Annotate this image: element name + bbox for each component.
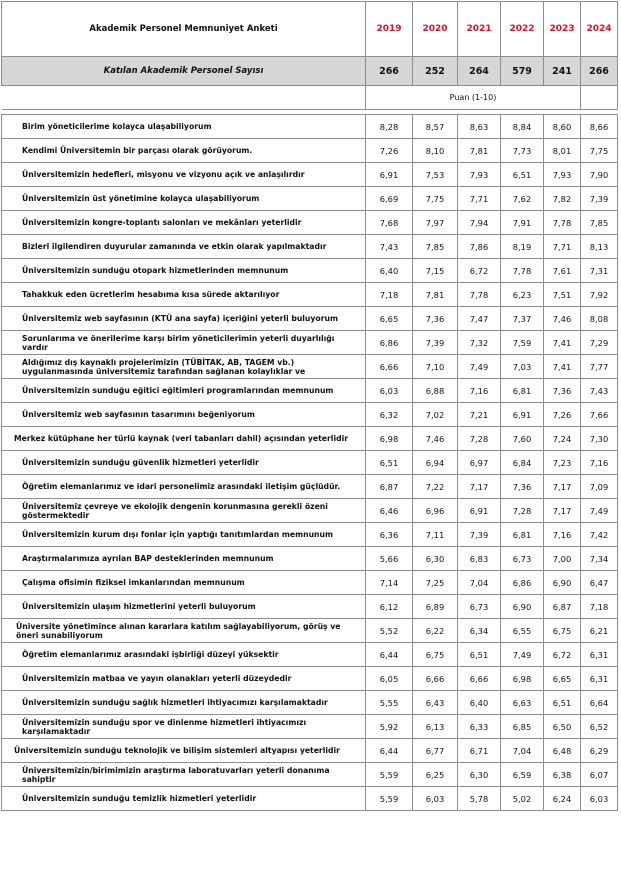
question-text: Üniversitemizin hedefleri, misyonu ve vizyonu açık ve anlaşılırdır	[2, 163, 366, 187]
score-cell: 7,02	[413, 403, 458, 427]
score-cell: 7,36	[413, 307, 458, 331]
participant-count: 241	[544, 57, 581, 86]
score-cell: 8,60	[544, 115, 581, 139]
question-text: Araştırmalarımıza ayrılan BAP desteklerinden memnunum	[2, 547, 366, 571]
score-cell: 6,66	[366, 355, 413, 379]
question-text: Üniversitemiz web sayfasının (KTÜ ana sayfa) içeriğini yeterli buluyorum	[2, 307, 366, 331]
table-row	[2, 163, 618, 187]
year-header: 2024	[581, 2, 618, 57]
score-cell: 7,49	[501, 643, 544, 667]
score-cell: 7,42	[581, 523, 618, 547]
score-cell: 6,36	[366, 523, 413, 547]
question-text: Üniversitemizin kongre-toplantı salonları ve mekânları yeterlidir	[2, 211, 366, 235]
question-text: Üniversitemiz çevreye ve ekolojik dengenin korunmasına gerekli özeni göstermektedir	[2, 499, 366, 523]
score-cell: 5,52	[366, 619, 413, 643]
table-row	[2, 139, 618, 163]
table-row	[2, 355, 618, 379]
participant-count: 264	[458, 57, 501, 86]
survey-table-body	[2, 2, 618, 811]
score-cell: 7,16	[544, 523, 581, 547]
score-cell: 6,22	[413, 619, 458, 643]
score-cell: 7,51	[544, 283, 581, 307]
score-cell: 6,87	[544, 595, 581, 619]
table-row	[2, 211, 618, 235]
score-cell: 7,91	[501, 211, 544, 235]
score-cell: 5,78	[458, 787, 501, 811]
score-cell: 7,66	[581, 403, 618, 427]
score-cell: 8,13	[581, 235, 618, 259]
score-cell: 6,23	[501, 283, 544, 307]
score-cell: 6,52	[581, 715, 618, 739]
score-cell: 6,91	[501, 403, 544, 427]
score-cell: 7,93	[458, 163, 501, 187]
score-cell: 7,75	[413, 187, 458, 211]
score-cell: 6,75	[413, 643, 458, 667]
score-cell: 7,41	[544, 355, 581, 379]
score-cell: 6,63	[501, 691, 544, 715]
score-scale-label: Puan (1-10)	[366, 86, 581, 110]
score-cell: 7,04	[458, 571, 501, 595]
score-cell: 7,90	[581, 163, 618, 187]
score-cell: 7,04	[501, 739, 544, 763]
score-cell: 7,59	[501, 331, 544, 355]
score-cell: 7,36	[501, 475, 544, 499]
score-cell: 8,57	[413, 115, 458, 139]
score-cell: 7,03	[501, 355, 544, 379]
score-cell: 6,90	[544, 571, 581, 595]
question-text: Üniversitemizin sunduğu sağlık hizmetleri ihtiyacımızı karşılamaktadır	[2, 691, 366, 715]
score-cell: 7,25	[413, 571, 458, 595]
score-cell: 6,51	[501, 163, 544, 187]
table-row	[2, 787, 618, 811]
score-cell: 6,86	[366, 331, 413, 355]
question-text: Üniversitemiz web sayfasının tasarımını beğeniyorum	[2, 403, 366, 427]
score-cell: 7,16	[581, 451, 618, 475]
score-cell: 7,18	[366, 283, 413, 307]
score-cell: 7,22	[413, 475, 458, 499]
score-cell: 7,94	[458, 211, 501, 235]
score-cell: 7,18	[581, 595, 618, 619]
score-cell: 7,26	[544, 403, 581, 427]
score-cell: 7,97	[413, 211, 458, 235]
score-cell: 6,73	[458, 595, 501, 619]
table-row	[2, 379, 618, 403]
score-cell: 7,62	[501, 187, 544, 211]
score-cell: 7,86	[458, 235, 501, 259]
score-cell: 7,77	[581, 355, 618, 379]
score-cell: 6,44	[366, 643, 413, 667]
score-cell: 6,12	[366, 595, 413, 619]
score-cell: 6,44	[366, 739, 413, 763]
question-text: Üniversitemizin sunduğu spor ve dinlenme hizmetleri ihtiyacımızı karşılamaktadır	[2, 715, 366, 739]
score-cell: 7,00	[544, 547, 581, 571]
score-cell: 7,21	[458, 403, 501, 427]
question-text: Kendimi Üniversitemin bir parçası olarak görüyorum.	[2, 139, 366, 163]
score-cell: 6,72	[458, 259, 501, 283]
score-cell: 6,47	[581, 571, 618, 595]
score-cell: 6,87	[366, 475, 413, 499]
score-cell: 6,31	[581, 643, 618, 667]
table-row	[2, 739, 618, 763]
score-cell: 6,75	[544, 619, 581, 643]
score-cell: 7,49	[458, 355, 501, 379]
question-text: Üniversitemizin sunduğu eğitici eğitimleri programlarından memnunum	[2, 379, 366, 403]
question-text: Çalışma ofisimin fiziksel imkanlarından memnunum	[2, 571, 366, 595]
score-cell: 7,46	[544, 307, 581, 331]
score-cell: 8,63	[458, 115, 501, 139]
score-cell: 6,84	[501, 451, 544, 475]
score-cell: 7,49	[581, 499, 618, 523]
score-cell: 7,17	[544, 475, 581, 499]
score-label-row	[2, 86, 618, 110]
score-cell: 7,11	[413, 523, 458, 547]
score-cell: 6,66	[458, 667, 501, 691]
score-cell: 7,39	[413, 331, 458, 355]
score-cell: 7,92	[581, 283, 618, 307]
score-cell: 8,84	[501, 115, 544, 139]
score-cell: 6,89	[413, 595, 458, 619]
score-cell: 7,37	[501, 307, 544, 331]
table-row	[2, 763, 618, 787]
question-text: Üniversitemizin kurum dışı fonlar için yaptığı tanıtımlardan memnunum	[2, 523, 366, 547]
table-row	[2, 403, 618, 427]
participant-count: 266	[581, 57, 618, 86]
score-cell: 6,98	[501, 667, 544, 691]
score-cell: 7,34	[581, 547, 618, 571]
score-cell: 6,05	[366, 667, 413, 691]
question-text: Üniversitemizin sunduğu güvenlik hizmetleri yeterlidir	[2, 451, 366, 475]
score-cell: 6,32	[366, 403, 413, 427]
participant-count: 252	[413, 57, 458, 86]
score-cell: 6,69	[366, 187, 413, 211]
score-cell: 7,32	[458, 331, 501, 355]
score-cell: 7,75	[581, 139, 618, 163]
score-cell: 6,03	[581, 787, 618, 811]
score-cell: 7,39	[581, 187, 618, 211]
score-cell: 7,41	[544, 331, 581, 355]
score-cell: 7,46	[413, 427, 458, 451]
score-cell: 7,60	[501, 427, 544, 451]
score-cell: 6,64	[581, 691, 618, 715]
score-cell: 7,29	[581, 331, 618, 355]
survey-title: Akademik Personel Memnuniyet Anketi	[2, 2, 366, 57]
score-cell: 5,59	[366, 763, 413, 787]
question-text: Sorunlarıma ve önerilerime karşı birim yöneticilerimin yeterli duyarlılığı vardır	[2, 331, 366, 355]
score-cell: 6,66	[413, 667, 458, 691]
score-cell: 6,07	[581, 763, 618, 787]
score-cell: 7,17	[544, 499, 581, 523]
score-cell: 8,10	[413, 139, 458, 163]
score-cell: 7,68	[366, 211, 413, 235]
score-cell: 7,85	[581, 211, 618, 235]
score-cell: 6,46	[366, 499, 413, 523]
score-cell: 6,31	[581, 667, 618, 691]
score-cell: 6,97	[458, 451, 501, 475]
score-cell: 6,71	[458, 739, 501, 763]
score-cell: 6,38	[544, 763, 581, 787]
score-cell: 5,59	[366, 787, 413, 811]
participants-row	[2, 57, 618, 86]
score-cell: 6,03	[413, 787, 458, 811]
score-cell: 6,50	[544, 715, 581, 739]
table-row	[2, 451, 618, 475]
score-cell: 7,93	[544, 163, 581, 187]
score-cell: 6,21	[581, 619, 618, 643]
score-cell: 6,25	[413, 763, 458, 787]
score-cell: 7,73	[501, 139, 544, 163]
year-header: 2019	[366, 2, 413, 57]
score-cell: 6,73	[501, 547, 544, 571]
score-cell: 6,33	[458, 715, 501, 739]
score-cell: 6,30	[458, 763, 501, 787]
score-cell: 7,28	[501, 499, 544, 523]
table-row	[2, 307, 618, 331]
score-cell: 7,81	[413, 283, 458, 307]
question-text: Üniversitemizin sunduğu otopark hizmetlerinden memnunum	[2, 259, 366, 283]
score-cell: 6,77	[413, 739, 458, 763]
question-text: Üniversitemizin ulaşım hizmetlerini yeterli buluyorum	[2, 595, 366, 619]
score-cell: 8,19	[501, 235, 544, 259]
score-cell: 6,72	[544, 643, 581, 667]
question-text: Üniversite yönetimince alınan kararlara katılım sağlayabiliyorum, görüş ve öneri sunabiliyorum	[2, 619, 366, 643]
score-cell: 6,98	[366, 427, 413, 451]
score-cell: 6,30	[413, 547, 458, 571]
score-cell: 7,71	[458, 187, 501, 211]
year-header: 2023	[544, 2, 581, 57]
table-row	[2, 235, 618, 259]
score-cell: 7,36	[544, 379, 581, 403]
score-cell: 6,51	[544, 691, 581, 715]
score-cell: 7,85	[413, 235, 458, 259]
score-cell: 5,66	[366, 547, 413, 571]
question-text: Öğretim elemanlarımız ve idari personelimiz arasındaki iletişim güçlüdür.	[2, 475, 366, 499]
score-cell: 5,55	[366, 691, 413, 715]
score-cell: 6,86	[501, 571, 544, 595]
score-cell: 7,23	[544, 451, 581, 475]
score-cell: 7,82	[544, 187, 581, 211]
score-cell: 6,65	[366, 307, 413, 331]
score-cell: 7,81	[458, 139, 501, 163]
blank-score-cell	[581, 86, 618, 110]
score-cell: 7,16	[458, 379, 501, 403]
table-row	[2, 187, 618, 211]
table-row	[2, 595, 618, 619]
table-row	[2, 475, 618, 499]
table-row	[2, 619, 618, 643]
question-text: Üniversitemizin/birimimizin araştırma laboratuvarları yeterli donanıma sahiptir	[2, 763, 366, 787]
score-cell: 6,51	[366, 451, 413, 475]
score-cell: 6,40	[458, 691, 501, 715]
table-row	[2, 571, 618, 595]
score-cell: 6,13	[413, 715, 458, 739]
participants-label: Katılan Akademik Personel Sayısı	[2, 57, 366, 86]
header-row	[2, 2, 618, 57]
score-cell: 5,02	[501, 787, 544, 811]
score-cell: 7,24	[544, 427, 581, 451]
question-text: Öğretim elemanlarımız arasındaki işbirliği düzeyi yüksektir	[2, 643, 366, 667]
score-cell: 6,96	[413, 499, 458, 523]
score-cell: 8,08	[581, 307, 618, 331]
score-cell: 7,26	[366, 139, 413, 163]
score-cell: 6,85	[501, 715, 544, 739]
question-text: Aldığımız dış kaynaklı projelerimizin (TÜBİTAK, AB, TAGEM vb.) uygulanmasında üniversitemiz tarafından sağlanan kolaylıklar ve	[2, 355, 366, 379]
question-text: Üniversitemizin sunduğu teknolojik ve bilişim sistemleri altyapısı yeterlidir	[2, 739, 366, 763]
score-cell: 7,09	[581, 475, 618, 499]
score-cell: 7,78	[544, 211, 581, 235]
table-row	[2, 547, 618, 571]
score-cell: 6,91	[366, 163, 413, 187]
score-cell: 7,17	[458, 475, 501, 499]
score-cell: 7,14	[366, 571, 413, 595]
question-text: Üniversitemizin üst yönetimine kolayca ulaşabiliyorum	[2, 187, 366, 211]
participant-count: 579	[501, 57, 544, 86]
score-cell: 6,03	[366, 379, 413, 403]
score-cell: 6,29	[581, 739, 618, 763]
year-header: 2021	[458, 2, 501, 57]
table-row	[2, 691, 618, 715]
score-cell: 7,30	[581, 427, 618, 451]
score-cell: 7,39	[458, 523, 501, 547]
question-text: Üniversitemizin sunduğu temizlik hizmetleri yeterlidir	[2, 787, 366, 811]
table-row	[2, 715, 618, 739]
score-cell: 5,92	[366, 715, 413, 739]
table-row	[2, 499, 618, 523]
score-cell: 7,10	[413, 355, 458, 379]
score-cell: 6,88	[413, 379, 458, 403]
score-cell: 6,81	[501, 379, 544, 403]
table-row	[2, 667, 618, 691]
score-cell: 8,28	[366, 115, 413, 139]
question-text: Tahakkuk eden ücretlerim hesabıma kısa sürede aktarılıyor	[2, 283, 366, 307]
score-cell: 7,31	[581, 259, 618, 283]
survey-table	[1, 1, 618, 811]
year-header: 2020	[413, 2, 458, 57]
participant-count: 266	[366, 57, 413, 86]
score-cell: 6,51	[458, 643, 501, 667]
score-cell: 6,40	[366, 259, 413, 283]
table-row	[2, 115, 618, 139]
score-cell: 7,71	[544, 235, 581, 259]
question-text: Merkez kütüphane her türlü kaynak (veri tabanları dahil) açısından yeterlidir	[2, 427, 366, 451]
score-cell: 6,91	[458, 499, 501, 523]
score-cell: 6,24	[544, 787, 581, 811]
score-cell: 7,43	[366, 235, 413, 259]
score-cell: 6,43	[413, 691, 458, 715]
score-cell: 7,15	[413, 259, 458, 283]
table-row	[2, 523, 618, 547]
table-row	[2, 643, 618, 667]
score-cell: 6,34	[458, 619, 501, 643]
score-cell: 6,55	[501, 619, 544, 643]
question-text: Birim yöneticilerime kolayca ulaşabiliyorum	[2, 115, 366, 139]
score-cell: 7,61	[544, 259, 581, 283]
score-cell: 6,83	[458, 547, 501, 571]
score-cell: 6,90	[501, 595, 544, 619]
table-row	[2, 259, 618, 283]
blank-cell	[2, 86, 366, 110]
table-row	[2, 283, 618, 307]
score-cell: 6,94	[413, 451, 458, 475]
score-cell: 7,47	[458, 307, 501, 331]
score-cell: 7,28	[458, 427, 501, 451]
score-cell: 6,65	[544, 667, 581, 691]
score-cell: 7,78	[458, 283, 501, 307]
score-cell: 6,81	[501, 523, 544, 547]
question-text: Üniversitemizin matbaa ve yayın olanakları yeterli düzeydedir	[2, 667, 366, 691]
score-cell: 8,01	[544, 139, 581, 163]
score-cell: 7,53	[413, 163, 458, 187]
year-header: 2022	[501, 2, 544, 57]
score-cell: 7,78	[501, 259, 544, 283]
question-text: Bizleri ilgilendiren duyurular zamanında ve etkin olarak yapılmaktadır	[2, 235, 366, 259]
score-cell: 8,66	[581, 115, 618, 139]
score-cell: 6,59	[501, 763, 544, 787]
score-cell: 6,48	[544, 739, 581, 763]
table-row	[2, 331, 618, 355]
table-row	[2, 427, 618, 451]
score-cell: 7,43	[581, 379, 618, 403]
